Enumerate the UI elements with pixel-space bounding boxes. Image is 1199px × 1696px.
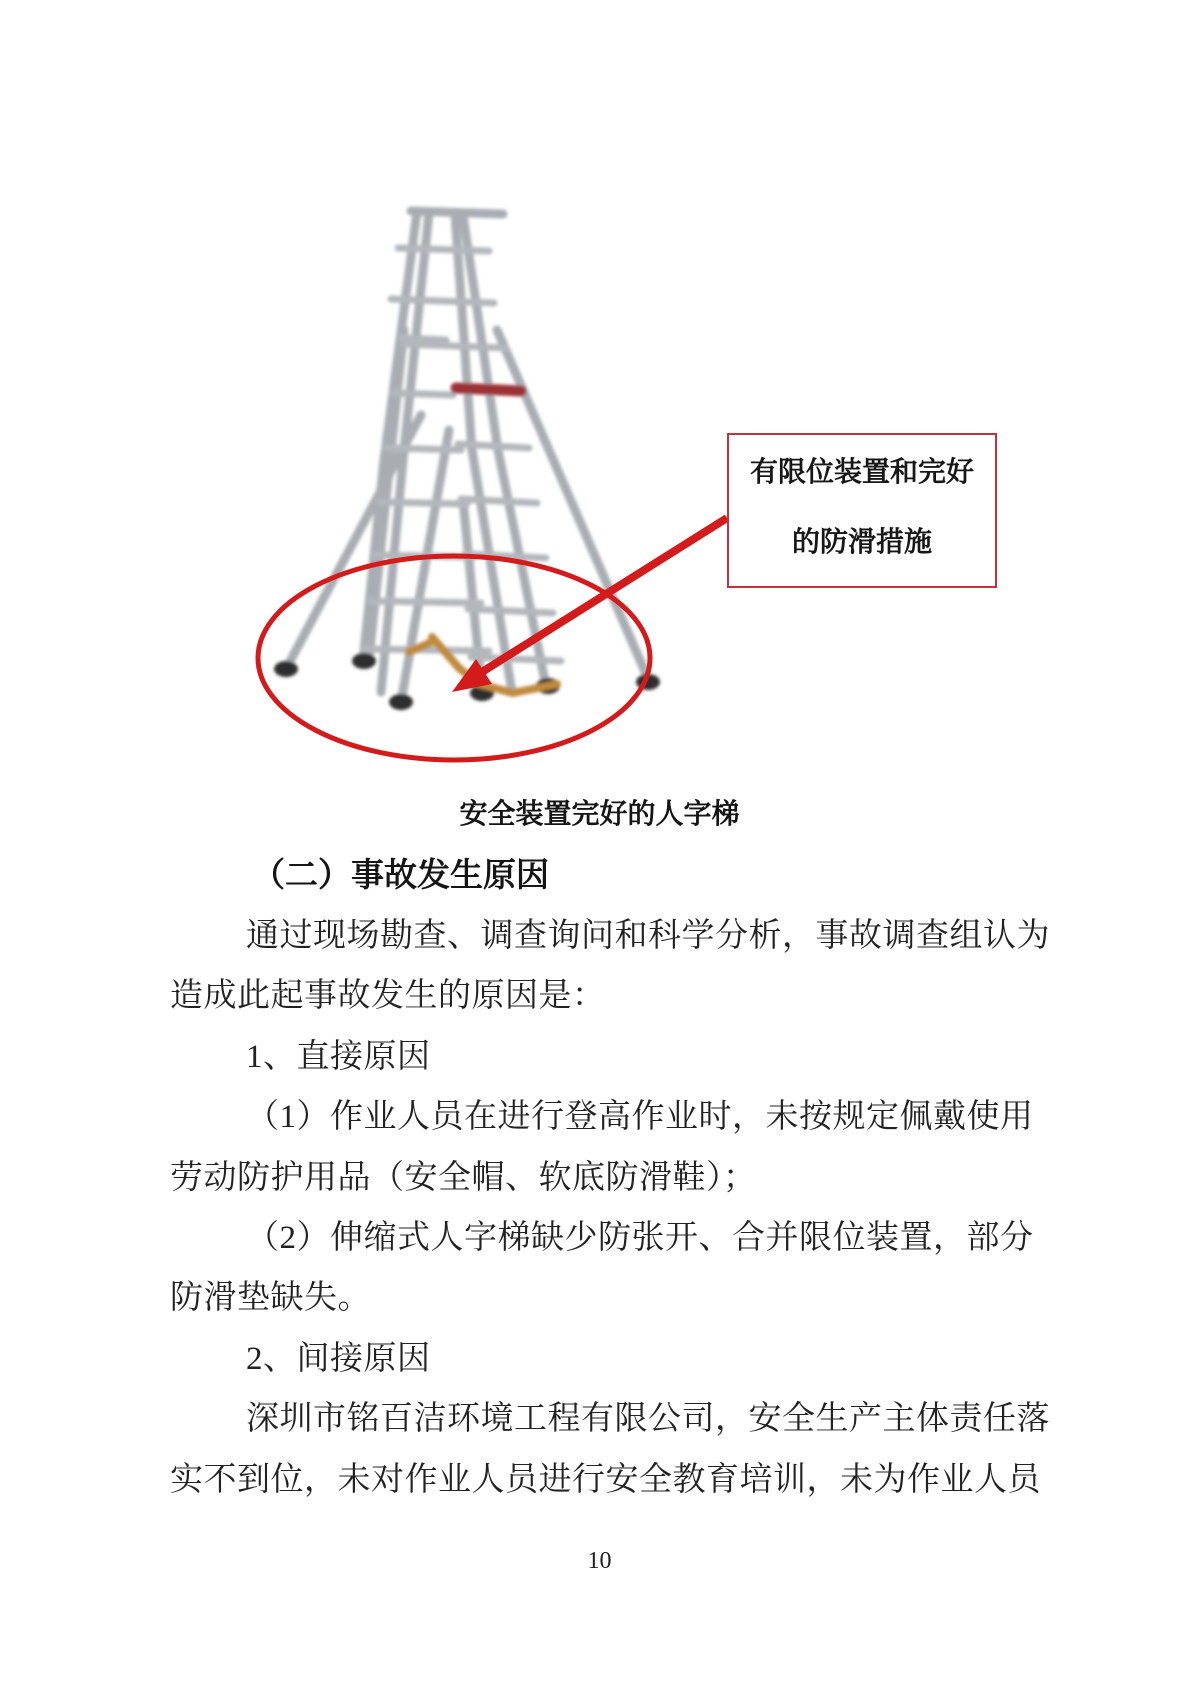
ladder-red-band	[456, 388, 521, 391]
callout-text-line1: 有限位装置和完好	[749, 456, 974, 487]
body-line: 通过现场勘查、调查询问和科学分析，事故调查组认为	[246, 918, 1050, 954]
callout-text-line2: 的防滑措施	[791, 526, 932, 557]
body-line: （1）作业人员在进行登高作业时，未按规定佩戴使用	[246, 1099, 1034, 1136]
callout-box	[727, 433, 997, 588]
figure-caption: 安全装置完好的人字梯	[459, 798, 740, 829]
body-line: 劳动防护用品（安全帽、软底防滑鞋）；	[170, 1159, 757, 1196]
body-line: 实不到位，未对作业人员进行安全教育培训，未为作业人员	[170, 1461, 1041, 1498]
body-line: 2、间接原因	[246, 1340, 431, 1377]
page-number: 10	[587, 1548, 612, 1574]
body-line: 防滑垫缺失。	[170, 1280, 371, 1317]
body-line: （2）伸缩式人字梯缺少防张开、合并限位装置，部分	[246, 1220, 1034, 1257]
body-line: 深圳市铭百洁环境工程有限公司，安全生产主体责任落	[246, 1401, 1050, 1438]
body-line: 1、直接原因	[246, 1038, 431, 1075]
ladder-drawing	[274, 211, 660, 710]
section-heading: （二）事故发生原因	[252, 856, 549, 893]
body-text	[170, 906, 1050, 1510]
body-line: 造成此起事故发生的原因是：	[170, 978, 606, 1015]
